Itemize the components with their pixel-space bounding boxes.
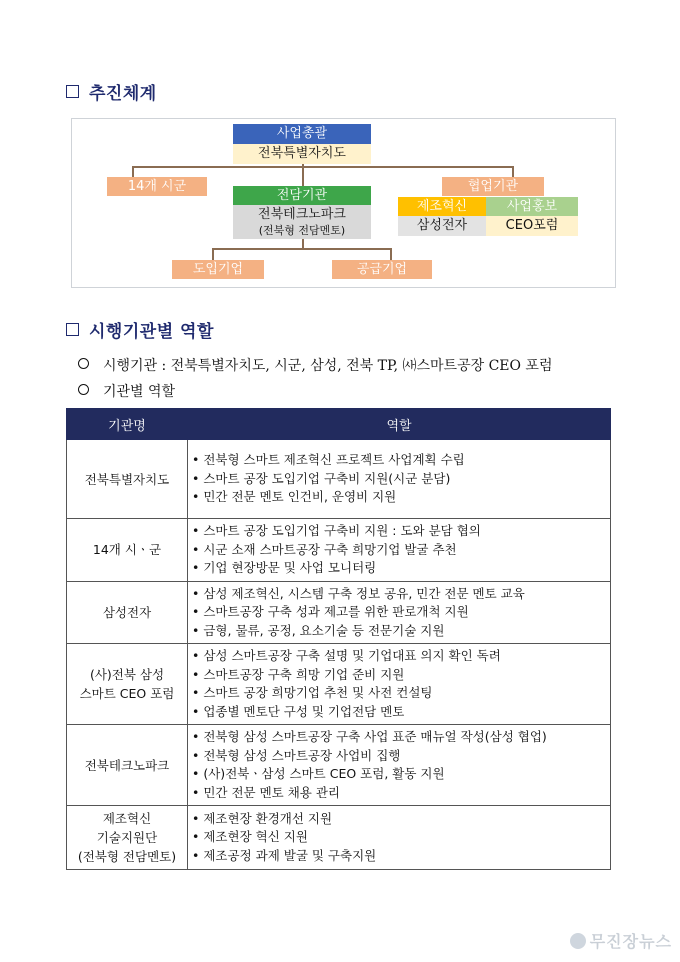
org-name-line: 스마트 CEO 포럼 <box>79 686 175 701</box>
implementing-agencies-line: 시행기관 : 전북특별자치도, 시군, 삼성, 전북 TP, ㈔스마트공장 CEO 포럼 <box>78 355 552 375</box>
table-row <box>67 725 611 806</box>
roles-cell <box>188 644 611 725</box>
square-bullet-icon <box>66 323 79 336</box>
role-item: • 전북형 삼성 스마트공장 사업비 집행 <box>192 747 607 766</box>
org-cell <box>67 519 188 582</box>
role-item: • 제조공정 과제 발굴 및 구축지원 <box>192 847 607 866</box>
role-item: • 제조현장 환경개선 지원 <box>192 810 607 829</box>
role-item: • 삼성 스마트공장 구축 설명 및 기업대표 의지 확인 독려 <box>192 647 607 666</box>
org-name-line: 제조혁신 <box>102 811 152 826</box>
node-top-org: 전북특별자치도 <box>233 144 371 164</box>
org-name-line: 전북특별자치도 <box>84 471 170 487</box>
role-item: • 전북형 삼성 스마트공장 구축 사업 표준 매뉴얼 작성(삼성 협업) <box>192 728 607 747</box>
role-item: • 시군 소재 스마트공장 구축 희망기업 발굴 추천 <box>192 541 607 560</box>
node-partner-1: 제조혁신 <box>398 197 486 216</box>
table-row <box>67 806 611 870</box>
org-cell <box>67 806 188 870</box>
org-cell <box>67 644 188 725</box>
roles-by-agency-line: 기관별 역할 <box>78 381 175 401</box>
connector-line <box>212 248 392 250</box>
node-supplier: 공급기업 <box>332 260 432 279</box>
node-partner-4: CEO포럼 <box>486 216 578 236</box>
role-item: • 제조현장 혁신 지원 <box>192 828 607 847</box>
roles-table <box>66 408 611 870</box>
table-row <box>67 519 611 582</box>
org-name-line: 전북테크노파크 <box>84 757 170 773</box>
org-cell <box>67 440 188 519</box>
roles-cell <box>188 725 611 806</box>
node-center-role: 전담기관 <box>233 186 371 205</box>
section-title-structure: 추진체계 <box>66 79 157 104</box>
roles-cell <box>188 581 611 644</box>
role-item: • 민간 전문 멘토 인건비, 운영비 지원 <box>192 488 607 507</box>
square-bullet-icon <box>66 85 79 98</box>
roles-cell <box>188 440 611 519</box>
role-item: • 업종별 멘토단 구성 및 기업전담 멘토 <box>192 703 607 722</box>
node-partner-2: 사업홍보 <box>486 197 578 216</box>
connector-line <box>212 248 214 260</box>
node-partner-role: 협업기관 <box>442 177 544 196</box>
role-item: • (사)전북ㆍ삼성 스마트 CEO 포럼, 활동 지원 <box>192 765 607 784</box>
roles-cell <box>188 806 611 870</box>
node-top-role: 사업총괄 <box>233 124 371 144</box>
node-adopter: 도입기업 <box>172 260 264 279</box>
org-cell <box>67 725 188 806</box>
header-org: 기관명 <box>67 409 188 440</box>
role-item: • 스마트공장 구축 희망 기업 준비 지원 <box>192 666 607 685</box>
org-name-line: 삼성전자 <box>102 604 152 620</box>
header-roles: 역할 <box>188 409 611 440</box>
role-item: • 기업 현장방문 및 사업 모니터링 <box>192 559 607 578</box>
mountain-logo-icon <box>570 933 586 949</box>
role-item: • 스마트공장 구축 성과 제고를 위한 판로개척 지원 <box>192 603 607 622</box>
org-name-line: (전북형 전담멘토) <box>77 849 177 864</box>
node-center-org: 전북테크노파크 (전북형 전담멘토) <box>233 205 371 239</box>
table-header-row <box>67 409 611 440</box>
org-diagram <box>71 118 616 288</box>
roles-cell <box>188 519 611 582</box>
node-partner-3: 삼성전자 <box>398 216 486 236</box>
section-title-roles: 시행기관별 역할 <box>66 317 214 342</box>
org-cell <box>67 581 188 644</box>
circle-bullet-icon <box>78 384 89 395</box>
role-item: • 스마트 공장 도입기업 구축비 지원 : 도와 분담 협의 <box>192 522 607 541</box>
connector-line <box>390 248 392 260</box>
table-row <box>67 581 611 644</box>
role-item: • 삼성 제조혁신, 시스템 구축 정보 공유, 민간 전문 멘토 교육 <box>192 585 607 604</box>
org-name-line: 기술지원단 <box>96 830 158 845</box>
circle-bullet-icon <box>78 358 89 369</box>
node-cities: 14개 시군 <box>107 177 207 196</box>
watermark: 무진장뉴스 <box>570 929 672 952</box>
role-item: • 스마트 공장 도입기업 구축비 지원(시군 분담) <box>192 470 607 489</box>
org-name-line: 14개 시ㆍ군 <box>92 542 162 558</box>
table-row <box>67 440 611 519</box>
table-row <box>67 644 611 725</box>
role-item: • 스마트 공장 희망기업 추천 및 사전 컨설팅 <box>192 684 607 703</box>
connector-line <box>132 166 514 168</box>
role-item: • 민간 전문 멘토 채용 관리 <box>192 784 607 803</box>
role-item: • 전북형 스마트 제조혁신 프로젝트 사업계획 수립 <box>192 451 607 470</box>
role-item: • 금형, 물류, 공정, 요소기술 등 전문기술 지원 <box>192 622 607 641</box>
org-name-line: (사)전북 삼성 <box>89 667 165 682</box>
